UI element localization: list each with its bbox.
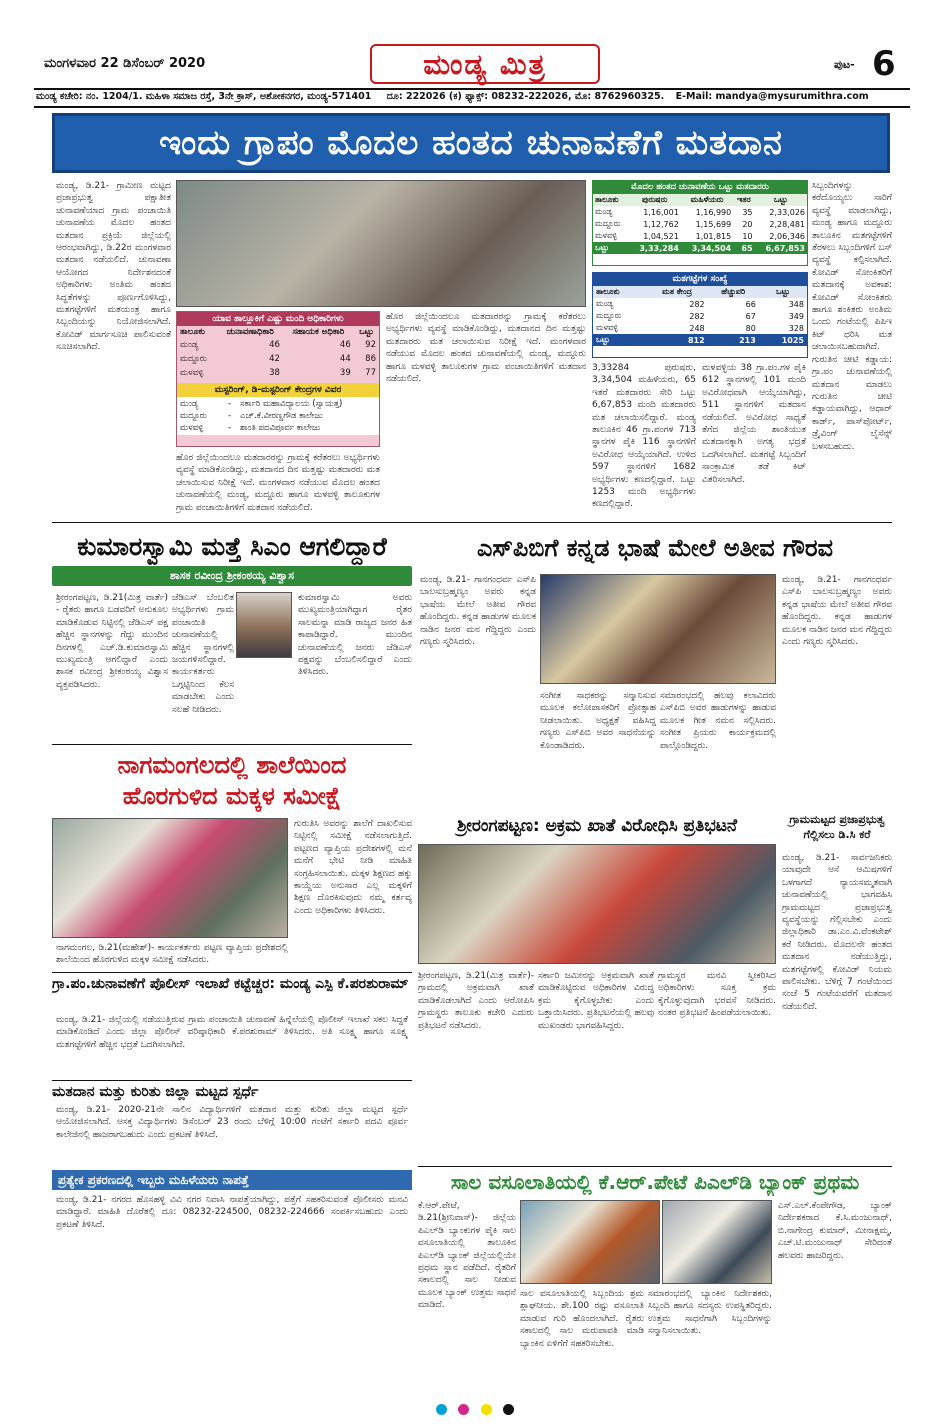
lead-text-col5: ಸಿಬ್ಬಂದಿಗಳನ್ನು ಕರೆದೊಯ್ಯಲು ಸಾರಿಗೆ ವ್ಯವಸ್ಥೆ ಮಾಡಲಾಗಿದ್ದು, ಮಂಡ್ಯ ಹಾಗೂ ಮದ್ದೂರು ತಾಲೂಕಿನ ಮತಗಟ್ಟೆಗಳಿಗೆ ತೆರಳಲು ಸಿಬ್ಬಂದಿಗಳಿಗೆ ಬಸ್ ವ್ಯವಸ್ಥೆ ಕಲ್ಪಿಸಲಾಗಿದೆ. ಕೋವಿಡ್ ಸೋಂಕಿತರಿಗೆ ಮತದಾನಕ್ಕೆ ಅವಕಾಶ: ಕೋವಿಡ್ ಸೋಂಕಿತರು ಹಾಗೂ ಶಂಕಿತರು ಅಂತಿಮ ಒಂದು ಗಂಟೆಯಲ್ಲಿ ಪಿಪಿಇ ಕಿಟ್ ಧರಿಸಿ ಮತ ಚಲಾಯಿಸಬಹುದಾಗಿದೆ. ಗುರುತಿನ ಚೀಟಿ ಕಡ್ಡಾಯ: ಗ್ರಾ.ಪಂ ಚುನಾವಣೆಯಲ್ಲಿ ಮತದಾನ ಮಾಡಲು ಗುರುತಿನ ಚೀಟಿ ಕಡ್ಡಾಯವಾಗಿದ್ದು, ಆಧಾರ್ ಕಾರ್ಡ್, ಪಾಸ್‌ಪೋರ್ಟ್, ಡ್ರೈವಿಂಗ್ ಲೈಸೆನ್ಸ್ ಬಳಸಬಹುದು.	[812, 181, 892, 452]
mla-portrait-photo	[236, 592, 292, 658]
table-cell: 1,12,762	[643, 219, 679, 229]
bank-text-col4: ಎಸ್.ಎಲ್.ಕೆಂಪೇಗೌಡ, ಬ್ಯಾಂಕ್ ನಿರ್ದೇಶಕರಾದ ಕೆ.ಸಿ.ಮಂಜುನಾಥ್, ಬಿ.ನಾಗೇಂದ್ರ ಕುಮಾರ್, ಮೀನಾಕ್ಷಮ್ಮ, ಎಚ್.ಟಿ.ಮಂಜುನಾಥ್ ಸೇರಿದಂತೆ ಹಲವರು ಹಾಜರಿದ್ದರು.	[778, 1201, 892, 1261]
lead-text-col4b: ಮಳವಳ್ಳಿಯ 38 ಗ್ರಾ.ಪಂ.ಗಳ ಪೈಕಿ 612 ಸ್ಥಾನಗಳಲ್ಲಿ 101 ಮಂದಿ ಅವಿರೋಧವಾಗಿ ಆಯ್ಕೆಯಾಗಿದ್ದು, 511 ಸ್ಥಾನಗಳಿಗೆ ಮತದಾನ ನಡೆಯಲಿದೆ. ಅವಿರೋಧ ಸಾಧ್ಯತೆ ತೆಗೆದ ಜಿಲ್ಲೆಯ ಶಾಂತಿಯುತ ಮತದಾನಕ್ಕಾಗಿ ಅಗತ್ಯ ಭದ್ರತೆ ಒದಗಿಸಲಾಗಿದೆ. ಮತಗಟ್ಟೆ ಸಿಬ್ಬಂದಿಗೆ ಸಾಂಕ್ರಾಮಿಕ ತಡೆ ಕಿಟ್ ವಿತರಿಸಲಾಗಿದೆ.	[702, 363, 806, 485]
bank-text-col3: ಸಮಾರಂಭದಲ್ಲಿ ಬ್ಯಾಂಕಿನ ನಿರ್ದೇಶಕರು, ಸಿಬ್ಬಂದಿ ಹಾಗೂ ಸದಸ್ಯರು ಉಪಸ್ಥಿತರಿದ್ದರು. ಉತ್ತಮ ಸಾಧನೆಗಾಗಿ ಸಿಬ್ಬಂದಿಗಳನ್ನು ಸನ್ಮಾನಿಸಲಾಯಿತು.	[648, 1289, 772, 1337]
hdk-text-col3: ಕುಮಾರಸ್ವಾಮಿ ಅವರು ಮುಖ್ಯಮಂತ್ರಿಯಾಗಿದ್ದಾಗ ರೈತರ ಸಾಲಮನ್ನಾ ಮಾಡಿ ರಾಜ್ಯದ ಜನರ ಹಿತ ಕಾಪಾಡಿದ್ದಾರೆ. ಮುಂದಿನ ಚುನಾವಣೆಯಲ್ಲಿ ಜನರು ಜೆಡಿಎಸ್ ಪಕ್ಷವನ್ನು ಬೆಂಬಲಿಸಲಿದ್ದಾರೆ ಎಂದು ತಿಳಿಸಿದರು.	[298, 593, 412, 678]
protest-text-col1: ಶ್ರೀರಂಗಪಟ್ಟಣ, ಡಿ.21(ಮಿತ್ರ ವಾರ್ತೆ)- ಗ್ರಾಮದಲ್ಲಿ ಅಕ್ರಮವಾಗಿ ಖಾತೆ ಮಾಡಿಕೊಡಲಾಗಿದೆ ಎಂದು ಆರೋಪಿಸಿ ಗ್ರಾಮಸ್ಥರು ತಾಲೂಕು ಕಚೇರಿ ಎದುರು ಪ್ರತಿಭಟನೆ ನಡೆಸಿದರು.	[418, 971, 534, 1031]
table-row	[177, 338, 379, 352]
section-divider-1	[52, 522, 892, 523]
polling-booth-photo	[176, 180, 586, 307]
school-text: ಗುರುತಿಸಿ ಅವರನ್ನು ಶಾಲೆಗೆ ದಾಖಲಿಸುವ ನಿಟ್ಟಿನಲ್ಲಿ ಸಮೀಕ್ಷೆ ನಡೆಸಲಾಗುತ್ತಿದೆ. ಪಟ್ಟಣದ ವ್ಯಾಪ್ತಿಯ ಪ್ರದೇಶಗಳಲ್ಲಿ ಮನೆ ಮನೆಗೆ ಭೇಟಿ ನೀಡಿ ಮಾಹಿತಿ ಸಂಗ್ರಹಿಸಲಾಯಿತು. ಮಕ್ಕಳ ಶಿಕ್ಷಣದ ಹಕ್ಕು ಕಾಯ್ದೆಯ ಅನುಸಾರ ಎಲ್ಲ ಮಕ್ಕಳಿಗೆ ಶಿಕ್ಷಣ ದೊರಕಿಸುವುದು ನಮ್ಮ ಕರ್ತವ್ಯ ಎಂದು ಅಧಿಕಾರಿಗಳು ತಿಳಿಸಿದರು.	[294, 819, 412, 916]
table-cell: 77	[365, 368, 376, 378]
table-row	[177, 366, 379, 380]
mustering-taluk: ಮಂಡ್ಯ	[180, 399, 199, 409]
table-cell: ಮಳವಳ್ಳಿ	[595, 231, 617, 240]
table-cell: 66	[745, 299, 756, 309]
mustering-taluk: ಮದ್ದೂರು	[180, 411, 207, 421]
spb-text-col4: ಮಂಡ್ಯ, ಡಿ.21- ಗಾನಗಂಧರ್ವ ಎಸ್‌ಪಿ ಬಾಲಸುಬ್ರಹ್ಮಣ್ಯಂ ಅವರು ಕನ್ನಡ ಭಾಷೆಯ ಮೇಲೆ ಅತೀವ ಗೌರವ ಹೊಂದಿದ್ದರು. ಕನ್ನಡ ಹಾಡುಗಳ ಮೂಲಕ ನಾಡಿನ ಜನರ ಮನ ಗೆದ್ದಿದ್ದರು ಎಂದು ಗಣ್ಯರು ಸ್ಮರಿಸಿದರು.	[782, 575, 892, 648]
democracy-text: ಮಂಡ್ಯ, ಡಿ.21- ಸಾರ್ವಜನಿಕರು ಯಾವುದೇ ಆಸೆ ಆಮಿಷಗಳಿಗೆ ಒಳಗಾಗದೆ ನ್ಯಾಯಸಮ್ಮತವಾಗಿ ಚುನಾವಣೆಯಲ್ಲಿ ಭಾಗವಹಿಸಿ ಗ್ರಾಮಮಟ್ಟದ ಪ್ರಜಾಪ್ರಭುತ್ವ ವ್ಯವಸ್ಥೆಯನ್ನು ಗೆಲ್ಲಿಸಬೇಕು ಎಂದು ಜಿಲ್ಲಾಧಿಕಾರಿ ಡಾ.ಎಂ.ವಿ.ವೆಂಕಟೇಶ್ ಕರೆ ನೀಡಿದರು. ಮೊದಲನೇ ಹಂತದ ಮತದಾನ ನಡೆಯುತ್ತಿದ್ದು, ಮತಗಟ್ಟೆಗಳಲ್ಲಿ ಕೋವಿಡ್ ನಿಯಮ ಪಾಲಿಸಬೇಕು. ಬೆಳಿಗ್ಗೆ 7 ಗಂಟೆಯಿಂದ ಸಂಜೆ 5 ಗಂಟೆಯವರೆಗೆ ಮತದಾನ ನಡೆಯಲಿದೆ.	[782, 853, 892, 1012]
voter-table-title: ಮೊದಲ ಹಂತದ ಚುನಾವಣೆಯ ಒಟ್ಟು ಮತದಾರರು	[593, 181, 807, 194]
officer-table-title: ಯಾವ ತಾಲ್ಲೂಕಿಗೆ ಎಷ್ಟು ಮಂದಿ ಅಧಿಕಾರಿಗಳು	[177, 312, 379, 326]
table-cell: ಮಂಡ್ಯ	[595, 207, 613, 216]
masthead-logo: ಮಂಡ್ಯ ಮಿತ್ರ	[370, 44, 600, 84]
mustering-sep: -	[228, 411, 232, 421]
booth-col-main: ಮತ ಕೇಂದ್ರ	[662, 287, 693, 296]
table-cell: 86	[365, 354, 376, 364]
section-divider-2	[52, 744, 412, 745]
table-cell: 812	[687, 335, 705, 345]
table-cell: ಮದ್ದೂರು	[595, 219, 621, 228]
school-headline	[52, 750, 412, 812]
booth-table	[593, 286, 807, 346]
table-cell: 80	[745, 323, 756, 333]
yellow-dot	[481, 1404, 492, 1415]
cyan-dot	[436, 1404, 447, 1415]
table-cell: 3,34,504	[691, 243, 732, 253]
school-headline-line2: ಹೊರಗುಳಿದ ಮಕ್ಕಳ ಸಮೀಕ್ಷೆ	[122, 782, 342, 810]
masthead-bar	[34, 44, 910, 90]
officer-col-taluk: ತಾಲೂಕು	[180, 327, 205, 337]
table-cell: ಒಟ್ಟು	[595, 243, 609, 252]
table-cell: 1025	[781, 335, 804, 345]
voter-table-header	[593, 194, 807, 206]
issue-date: ಮಂಗಳವಾರ 22 ಡಿಸೆಂಬರ್ 2020	[44, 56, 206, 71]
police-headline-box	[52, 972, 412, 1012]
lead-text-col3: ಹೊರ ಜಿಲ್ಲೆಯಿಂದಲೂ ಮತದಾರರನ್ನು ಗ್ರಾಮಕ್ಕೆ ಕರೆತರಲು ಅಭ್ಯರ್ಥಿಗಳು ವ್ಯವಸ್ಥೆ ಮಾಡಿಕೊಂಡಿದ್ದು, ಮತದಾನದ ದಿನ ಮತ್ತಷ್ಟು ಮತದಾರರು ಮತ ಚಲಾಯಿಸುವ ನಿರೀಕ್ಷೆ ಇದೆ. ಮಂಗಳವಾರ ನಡೆಯುವ ಮೊದಲ ಹಂತದ ಚುನಾವಣೆಯಲ್ಲಿ ಮಂಡ್ಯ, ಮದ್ದೂರು ಹಾಗೂ ಮಳವಳ್ಳಿ ತಾಲೂಕುಗಳ ಗ್ರಾಮ ಪಂಚಾಯಿತಿಗಳಿಗೆ ಮತದಾನ ನಡೆಯಲಿದೆ.	[386, 312, 586, 385]
mustering-venue: ಶಾಂತಿ ಪದವಿಪೂರ್ವ ಕಾಲೇಜು	[240, 423, 321, 433]
spb-text-col1: ಮಂಡ್ಯ, ಡಿ.21- ಗಾನಗಂಧರ್ವ ಎಸ್‌ಪಿ ಬಾಲಸುಬ್ರಹ್ಮಣ್ಯಂ ಅವರು ಕನ್ನಡ ಭಾಷೆಯ ಮೇಲೆ ಅತೀವ ಗೌರವ ಹೊಂದಿದ್ದರು. ಕನ್ನಡ ಹಾಡುಗಳ ಮೂಲಕ ನಾಡಿನ ಜನರ ಮನ ಗೆದ್ದಿದ್ದರು ಎಂದು ಗಣ್ಯರು ಸ್ಮರಿಸಿದರು.	[420, 575, 536, 648]
protest-text-col2: ಸರ್ಕಾರಿ ಜಮೀನನ್ನು ಅಕ್ರಮವಾಗಿ ಖಾತೆ ಮಾಡಿಕೊಟ್ಟಿರುವ ಅಧಿಕಾರಿಗಳ ವಿರುದ್ಧ ಕ್ರಮ ಕೈಗೊಳ್ಳಬೇಕು ಎಂದು ಒತ್ತಾಯಿಸಿದರು. ಪ್ರತಿಭಟನೆಯಲ್ಲಿ ಹಲವು ಮುಖಂಡರು ಭಾಗವಹಿಸಿದ್ದರು.	[538, 971, 654, 1031]
table-cell: 10	[742, 231, 753, 241]
table-row	[593, 218, 807, 230]
table-cell: 2,06,346	[769, 231, 805, 241]
hdk-subhead: ಶಾಸಕ ರವೀಂದ್ರ ಶ್ರೀಕಂಠಯ್ಯ ವಿಶ್ವಾಸ	[169, 569, 295, 582]
table-cell: 348	[788, 299, 804, 309]
democracy-headline-box	[782, 812, 892, 848]
mustering-sep: -	[228, 399, 232, 409]
hdk-text-col2: ಜೆಡಿಎಸ್ ಬೆಂಬಲಿತ ಅಭ್ಯರ್ಥಿಗಳು ಗ್ರಾಮ ಪಂಚಾಯಿತಿ ಚುನಾವಣೆಯಲ್ಲಿ ಹೆಚ್ಚಿನ ಸ್ಥಾನಗಳಲ್ಲಿ ಜಯಗಳಿಸಲಿದ್ದಾರೆ. ಕಾರ್ಯಕರ್ತರು ಒಗ್ಗಟ್ಟಿನಿಂದ ಕೆಲಸ ಮಾಡಬೇಕು ಎಂದು ಸಲಹೆ ನೀಡಿದರು.	[172, 593, 234, 715]
table-cell: 213	[739, 335, 756, 345]
table-cell: ಒಟ್ಟು	[596, 335, 610, 344]
voter-col-taluk: ತಾಲೂಕು	[595, 195, 619, 204]
mustering-taluk: ಮಳವಳ್ಳಿ	[180, 423, 204, 433]
bank-headline-box	[418, 1166, 892, 1196]
bank-event-photo-2	[662, 1200, 772, 1284]
page-number: 6	[872, 44, 896, 84]
table-cell: 2,28,481	[769, 219, 805, 229]
table-cell: ಮಳವಳ್ಳಿ	[180, 368, 204, 378]
hdk-headline: ಕುಮಾರಸ್ವಾಮಿ ಮತ್ತೆ ಸಿಎಂ ಆಗಲಿದ್ದಾರೆ	[77, 532, 387, 561]
quiz-headline: ಮತದಾನ ಮತ್ತು ಕುರಿತು ಜಿಲ್ಲಾ ಮಟ್ಟದ ಸ್ಪರ್ಧೆ	[52, 1080, 412, 1102]
protest-text-col3: ಗ್ರಾಮಸ್ಥರ ಮನವಿ ಸ್ವೀಕರಿಸಿದ ಅಧಿಕಾರಿಗಳು ಸೂಕ್ತ ಕ್ರಮ ಕೈಗೊಳ್ಳುವುದಾಗಿ ಭರವಸೆ ನೀಡಿದರು. ನಂತರ ಪ್ರತಿಭಟನೆ ಹಿಂಪಡೆಯಲಾಯಿತು.	[658, 971, 776, 1019]
table-row	[593, 310, 807, 322]
voter-col-total: ಒಟ್ಟು	[773, 195, 788, 204]
office-phone: ದೂ: 222026 (ಕ) ಫ್ಯಾಕ್ಸ್: 08232-222026, ಮೊ: 8762960325.	[386, 91, 665, 102]
table-cell: 20	[742, 219, 753, 229]
header-rule-top	[34, 88, 910, 90]
mustering-sep: -	[228, 423, 232, 433]
bank-event-photo-1	[520, 1200, 660, 1284]
office-address: ಮಂಡ್ಯ ಕಚೇರಿ: ನಂ. 1204/1. ಮಹಿಳಾ ಸಮಾಜ ರಸ್ತೆ, 3ನೇ ಕ್ರಾಸ್, ಅಶೋಕನಗರ, ಮಂಡ್ಯ-571401	[36, 91, 372, 102]
lead-text-col1: ಮಂಡ್ಯ, ಡಿ.21- ಗ್ರಾಮೀಣ ಮಟ್ಟದ ಪ್ರಜಾಪ್ರಭುತ್ವ ಪಕ್ಷಾತೀತ ಚುನಾವಣೆಯಾದ ಗ್ರಾಮ ಪಂಚಾಯಿತಿ ಚುನಾವಣೆಯ ಮೊದಲ ಹಂತದ ಮತದಾನ ಪ್ರಕ್ರಿಯೆ ಜಿಲ್ಲೆಯಲ್ಲಿ ಆರಂಭವಾಗಿದ್ದು, ಡಿ.22ರ ಮಂಗಳವಾರ ಮತದಾನ ನಡೆಯಲಿದೆ. ಚುನಾವಣಾ ಆಯೋಗದ ನಿರ್ದೇಶನದಂತೆ ಅಧಿಕಾರಿಗಳು ಅಂತಿಮ ಹಂತದ ಸಿದ್ಧತೆಗಳನ್ನು ಪೂರ್ಣಗೊಳಿಸಿದ್ದು, ಮತಗಟ್ಟೆಗಳಿಗೆ ಮತಯಂತ್ರ ಹಾಗೂ ಸಿಬ್ಬಂದಿಯನ್ನು ನಿಯೋಜಿಸಲಾಗಿದೆ. ಕೋವಿಡ್ ಮಾರ್ಗಸೂಚಿ ಪಾಲಿಸುವಂತೆ ಸೂಚಿಸಲಾಗಿದೆ.	[56, 181, 171, 353]
table-row	[177, 352, 379, 366]
voter-table-box	[592, 180, 808, 266]
table-cell: 328	[788, 323, 804, 333]
booth-table-box	[592, 272, 808, 358]
mustering-list	[177, 397, 379, 435]
voter-table	[593, 194, 807, 254]
table-cell: 92	[365, 340, 376, 350]
lead-text-col2: ಹೊರ ಜಿಲ್ಲೆಯಿಂದಲೂ ಮತದಾರರನ್ನು ಗ್ರಾಮಕ್ಕೆ ಕರೆತರಲು ಅಭ್ಯರ್ಥಿಗಳು ವ್ಯವಸ್ಥೆ ಮಾಡಿಕೊಂಡಿದ್ದು, ಮತದಾನದ ದಿನ ಮತ್ತಷ್ಟು ಮತದಾರರು ಮತ ಚಲಾಯಿಸುವ ನಿರೀಕ್ಷೆ ಇದೆ. ಮಂಗಳವಾರ ನಡೆಯುವ ಮೊದಲ ಹಂತದ ಚುನಾವಣೆಯಲ್ಲಿ ಮಂಡ್ಯ, ಮದ್ದೂರು ಹಾಗೂ ಮಳವಳ್ಳಿ ತಾಲೂಕುಗಳ ಗ್ರಾಮ ಪಂಚಾಯಿತಿಗಳಿಗೆ ಮತದಾನ ನಡೆಯಲಿದೆ.	[176, 453, 380, 513]
black-dot	[503, 1404, 514, 1415]
table-cell: ಮದ್ದೂರು	[596, 311, 622, 320]
booth-table-title: ಮತಗಟ್ಟೆಗಳ ಸಂಖ್ಯೆ	[593, 273, 807, 286]
missing-headline: ಪ್ರತ್ಯೇಕ ಪ್ರಕರಣದಲ್ಲಿ ಇಬ್ಬರು ಮಹಿಳೆಯರು ನಾಪತ್ತೆ	[58, 1173, 249, 1187]
lead-headline-banner	[52, 113, 890, 173]
table-row	[593, 298, 807, 310]
booth-col-total: ಒಟ್ಟು	[776, 287, 790, 296]
bank-text-col2: ಸಾಲ ವಸೂಲಾತಿಯಲ್ಲಿ ಸಿಬ್ಬಂದಿಯ ಶ್ರಮ ಶ್ಲಾಘನೀಯ. ಶೇ.100 ರಷ್ಟು ವಸೂಲಾತಿ ಮಾಡುವ ಗುರಿ ಹೊಂದಲಾಗಿದೆ. ರೈತರು ಸಕಾಲದಲ್ಲಿ ಸಾಲ ಮರುಪಾವತಿ ಮಾಡಿ ಬ್ಯಾಂಕಿನ ಏಳಿಗೆಗೆ ಸಹಕರಿಸಬೇಕು.	[520, 1289, 644, 1349]
booth-col-extra: ಹೆಚ್ಚುವರಿ	[721, 287, 746, 296]
table-cell: 1,15,699	[695, 219, 732, 229]
missing-headline-box	[52, 1170, 412, 1190]
table-row	[593, 206, 807, 218]
office-line	[36, 91, 910, 105]
page-label: ಪುಟ-	[834, 58, 855, 71]
list-item	[180, 398, 376, 410]
table-cell: 1,16,990	[695, 207, 732, 217]
table-total-row	[593, 334, 807, 346]
officer-col-total: ಒಟ್ಟು	[359, 327, 374, 337]
hdk-subhead-box	[52, 566, 412, 586]
table-cell: 42	[269, 354, 280, 364]
table-cell: ಮಳವಳ್ಳಿ	[596, 323, 618, 332]
table-cell: 1,16,001	[643, 207, 679, 217]
voter-col-men: ಪುರುಷರು	[641, 195, 668, 204]
table-cell: ಮಂಡ್ಯ	[596, 299, 614, 308]
mustering-venue: ಸರ್ಕಾರಿ ಮಹಾವಿದ್ಯಾಲಯ (ಸ್ವಾಯತ್ತ)	[240, 399, 343, 409]
table-total-row	[593, 242, 807, 254]
table-cell: 65	[741, 243, 753, 253]
quiz-text: ಮಂಡ್ಯ, ಡಿ.21- 2020-21ನೇ ಸಾಲಿನ ವಿದ್ಯಾರ್ಥಿಗಳಿಗೆ ಮತದಾನ ಮತ್ತು ಕುರಿತು ಜಿಲ್ಲಾ ಮಟ್ಟದ ಸ್ಪರ್ಧೆ ಆಯೋಜಿಸಲಾಗಿದೆ. ಆಸಕ್ತ ವಿದ್ಯಾರ್ಥಿಗಳು ಡಿಸೆಂಬರ್ 23 ರಂದು ಬೆಳಿಗ್ಗೆ 10:00 ಗಂಟೆಗೆ ಸರ್ಕಾರಿ ಪದವಿ ಪೂರ್ವ ಕಾಲೇಜಿನಲ್ಲಿ ಹಾಜರಾಗಬಹುದು ಎಂದು ಪ್ರಕಟಣೆ ತಿಳಿಸಿದೆ.	[56, 1105, 408, 1140]
table-cell: 1,04,521	[643, 231, 679, 241]
bank-text-col1: ಕೆ.ಆರ್.ಪೇಟೆ, ಡಿ.21(ಶ್ರೀನಿವಾಸ್)- ಜಿಲ್ಲೆಯ ಪಿಎಲ್‌ಡಿ ಬ್ಯಾಂಕುಗಳ ಪೈಕಿ ಸಾಲ ವಸೂಲಾತಿಯಲ್ಲಿ ತಾಲೂಕಿನ ಪಿಎಲ್‌ಡಿ ಬ್ಯಾಂಕ್ ಜಿಲ್ಲೆಯಲ್ಲಿಯೇ ಪ್ರಥಮ ಸ್ಥಾನ ಪಡೆದಿದೆ. ರೈತರಿಗೆ ಸಕಾಲದಲ್ಲಿ ಸಾಲ ನೀಡುವ ಮೂಲಕ ಬ್ಯಾಂಕ್ ಉತ್ತಮ ಸಾಧನೆ ಮಾಡಿದೆ.	[418, 1201, 516, 1311]
booth-table-header	[593, 286, 807, 298]
spb-event-photo	[540, 574, 776, 684]
mustering-title: ಮಸ್ಟರಿಂಗ್, ಡಿ-ಮಸ್ಟರಿಂಗ್ ಕೇಂದ್ರಗಳ ವಿವರ	[177, 383, 379, 397]
school-headline-line1: ನಾಗಮಂಗಲದಲ್ಲಿ ಶಾಲೆಯಿಂದ	[117, 751, 347, 779]
mustering-venue: ಎಚ್.ಕೆ.ವೀರಣ್ಣಗೌಡ ಕಾಲೇಜು	[240, 411, 323, 421]
officer-table-header	[177, 326, 379, 338]
table-cell: 1,01,815	[695, 231, 732, 241]
table-cell: ಮಂಡ್ಯ	[180, 340, 199, 350]
table-cell: 67	[745, 311, 756, 321]
table-cell: 46	[269, 340, 280, 350]
registration-marks	[400, 1400, 550, 1416]
officer-table-box	[176, 311, 380, 447]
table-cell: 282	[689, 311, 705, 321]
table-cell: 282	[689, 299, 705, 309]
table-cell: 2,33,026	[769, 207, 805, 217]
table-cell: 3,33,284	[639, 243, 679, 253]
spb-text-col2: ಸಂಗೀತ ಸಾಧಕರನ್ನು ಸನ್ಮಾನಿಸುವ ಮೂಲಕ ಕಲೋಪಾಸಕರಿಗೆ ಪ್ರೋತ್ಸಾಹ ನೀಡಲಾಯಿತು. ಅಧ್ಯಕ್ಷತೆ ವಹಿಸಿದ್ದ ಗಣ್ಯರು ಎಸ್‌ಪಿಬಿ ಅವರ ಸಾಧನೆಯನ್ನು ಕೊಂಡಾಡಿದರು.	[540, 691, 656, 751]
protest-headline: ಶ್ರೀರಂಗಪಟ್ಟಣ: ಅಕ್ರಮ ಖಾತೆ ವಿರೋಧಿಸಿ ಪ್ರತಿಭಟನೆ	[456, 816, 738, 836]
table-cell: 39	[339, 368, 351, 378]
table-cell: 35	[742, 207, 753, 217]
hdk-text-col1: ಶ್ರೀರಂಗಪಟ್ಟಣ, ಡಿ.21(ಮಿತ್ರ ವಾರ್ತೆ) - ರೈತರು ಹಾಗೂ ಬಡವರಿಗೆ ಅನುಕೂಲ ಮಾಡಿಕೊಡುವ ನಿಟ್ಟಿನಲ್ಲಿ ಜೆಡಿಎಸ್ ಪಕ್ಷ ಹೆಚ್ಚಿನ ಸ್ಥಾನಗಳನ್ನು ಗೆದ್ದು ಮುಂದಿನ ದಿನಗಳಲ್ಲಿ ಎಚ್.ಡಿ.ಕುಮಾರಸ್ವಾಮಿ ಮುಖ್ಯಮಂತ್ರಿ ಆಗಲಿದ್ದಾರೆ ಎಂದು ಶಾಸಕ ರವೀಂದ್ರ ಶ್ರೀಕಂಠಯ್ಯ ವಿಶ್ವಾಸ ವ್ಯಕ್ತಪಡಿಸಿದರು.	[56, 593, 168, 690]
officer-col-aro: ಸಹಾಯಕ ಅಧಿಕಾರಿ	[292, 327, 345, 337]
table-cell: 248	[689, 323, 705, 333]
table-cell: 46	[339, 340, 351, 350]
list-item	[180, 410, 376, 422]
table-row	[593, 322, 807, 334]
lead-text-col4a: 3,33284 ಪುರುಷರು, 3,34,504 ಮಹಿಳೆಯರು, 65 ಇತರೆ ಮತದಾರರು ಸೇರಿ ಒಟ್ಟು 6,67,853 ಮಂದಿ ಮತದಾರರು ಮತ ಚಲಾಯಿಸಲಿದ್ದಾರೆ. ಮಂಡ್ಯ ತಾಲೂಕಿನ 46 ಗ್ರಾ.ಪಂಗಳ 713 ಸ್ಥಾನಗಳ ಪೈಕಿ 116 ಸ್ಥಾನಗಳಿಗೆ ಅವಿರೋಧ ಆಯ್ಕೆಯಾಗಿದೆ. ಉಳಿದ 597 ಸ್ಥಾನಗಳಿಗೆ 1682 ಅಭ್ಯರ್ಥಿಗಳು ಕಣದಲ್ಲಿದ್ದಾರೆ. ಒಟ್ಟು 1253 ಮಂದಿ ಅಭ್ಯರ್ಥಿಗಳು ಕಣದಲ್ಲಿದ್ದಾರೆ.	[592, 363, 696, 510]
magenta-dot	[458, 1404, 469, 1415]
officer-col-ro: ಚುನಾವಣಾಧಿಕಾರಿ	[226, 327, 274, 337]
table-cell: 349	[788, 311, 804, 321]
lead-headline: ಇಂದು ಗ್ರಾಪಂ ಮೊದಲ ಹಂತದ ಚುನಾವಣೆಗೆ ಮತದಾನ	[159, 123, 783, 163]
office-email: E-Mail: mandya@mysurumithra.com	[675, 91, 869, 102]
democracy-headline: ಗ್ರಾಮಮಟ್ಟದ ಪ್ರಜಾಪ್ರಭುತ್ವ ಗೆಲ್ಲಿಸಲು ಡಿ.ಸಿ ಕರೆ	[789, 813, 885, 841]
table-cell: 6,67,853	[765, 243, 805, 253]
table-cell: 38	[269, 368, 280, 378]
voter-col-others: ಇತರ	[737, 195, 751, 204]
police-headline: ಗ್ರಾ.ಪಂ.ಚುನಾವಣೆಗೆ ಪೊಲೀಸ್ ಇಲಾಖೆ ಕಟ್ಟೆಚ್ಚರ: ಮಂಡ್ಯ ಎಸ್ಪಿ ಕೆ.ಪರಶುರಾಮ್	[52, 976, 409, 992]
school-caption: ನಾಗಮಂಗಲ, ಡಿ.21(ಮಹೇಶ್)- ಕಾರ್ಯಕರ್ತರು ಪಟ್ಟಣ ವ್ಯಾಪ್ತಿಯ ಪ್ರದೇಶದಲ್ಲಿ ಶಾಲೆಯಿಂದ ಹೊರಗುಳಿದ ಮಕ್ಕಳ ಸಮೀಕ್ಷೆ ನಡೆಸಿದರು.	[56, 943, 288, 966]
header-rule-bottom	[34, 106, 910, 108]
table-row	[593, 230, 807, 242]
booth-col-taluk: ತಾಲೂಕು	[596, 287, 620, 296]
voter-col-women: ಮಹಿಳೆಯರು	[690, 195, 724, 204]
table-cell: 44	[339, 354, 351, 364]
officer-table	[177, 326, 379, 380]
missing-text: ಮಂಡ್ಯ, ಡಿ.21- ನಗರದ ಹೊಸಹಳ್ಳಿ ವಿವಿ ನಗರ ನಿವಾಸಿ ನಾಪತ್ತೆಯಾಗಿದ್ದು, ಪತ್ತೆಗೆ ಸಹಕರಿಸುವಂತೆ ಪೊಲೀಸರು ಮನವಿ ಮಾಡಿದ್ದಾರೆ. ಮಾಹಿತಿ ದೊರೆತಲ್ಲಿ ದೂ: 08232-224500, 08232-224666 ಸಂಪರ್ಕಿಸಬಹುದು ಎಂದು ಪ್ರಕಟಣೆ ತಿಳಿಸಿದೆ.	[56, 1195, 408, 1230]
list-item	[180, 422, 376, 434]
table-cell: ಮದ್ದೂರು	[180, 354, 207, 364]
spb-headline: ಎಸ್‌ಪಿಬಿಗೆ ಕನ್ನಡ ಭಾಷೆ ಮೇಲೆ ಅತೀವ ಗೌರವ	[476, 534, 834, 562]
spb-text-col3: ಸಮಾರಂಭದಲ್ಲಿ ಹಲವು ಕಲಾವಿದರು ಎಸ್‌ಪಿಬಿ ಅವರ ಹಾಡುಗಳನ್ನು ಹಾಡುವ ಮೂಲಕ ಗೀತ ನಮನ ಸಲ್ಲಿಸಿದರು. ಸಂಗೀತ ಪ್ರಿಯರು ಕಾರ್ಯಕ್ರಮದಲ್ಲಿ ಪಾಲ್ಗೊಂಡಿದ್ದರು.	[660, 691, 776, 751]
school-survey-photo	[52, 818, 288, 938]
police-text: ಮಂಡ್ಯ, ಡಿ.21- ಜಿಲ್ಲೆಯಲ್ಲಿ ನಡೆಯುತ್ತಿರುವ ಗ್ರಾಮ ಪಂಚಾಯಿತಿ ಚುನಾವಣೆ ಹಿನ್ನೆಲೆಯಲ್ಲಿ ಪೊಲೀಸ್ ಇಲಾಖೆ ಸಕಲ ಸಿದ್ಧತೆ ಮಾಡಿಕೊಂಡಿದೆ ಎಂದು ಜಿಲ್ಲಾ ಪೊಲೀಸ್ ವರಿಷ್ಠಾಧಿಕಾರಿ ಕೆ.ಪರಶುರಾಮ್ ತಿಳಿಸಿದರು. ಅತಿ ಸೂಕ್ಷ್ಮ ಹಾಗೂ ಸೂಕ್ಷ್ಮ ಮತಗಟ್ಟೆಗಳಿಗೆ ಹೆಚ್ಚಿನ ಭದ್ರತೆ ಒದಗಿಸಲಾಗಿದೆ.	[56, 1015, 408, 1050]
bank-headline: ಸಾಲ ವಸೂಲಾತಿಯಲ್ಲಿ ಕೆ.ಆರ್.ಪೇಟೆ ಪಿಎಲ್‌ಡಿ ಬ್ಯಾಂಕ್ ಪ್ರಥಮ	[450, 1170, 860, 1194]
protest-photo	[418, 844, 776, 964]
